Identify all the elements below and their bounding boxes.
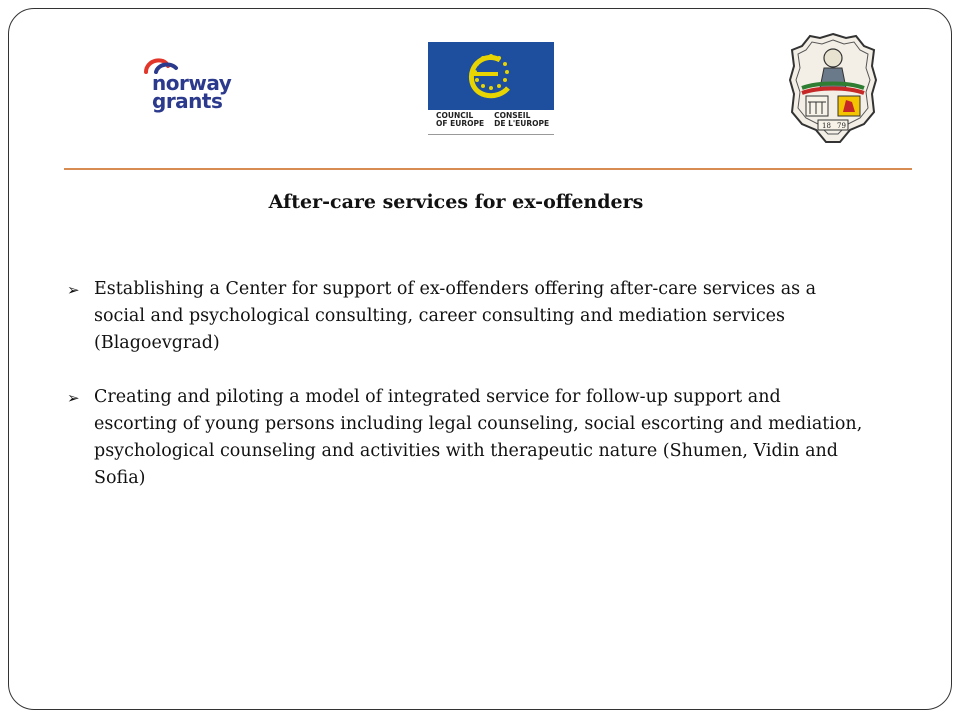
- coe-underline: [428, 134, 554, 135]
- norway-grants-logo: [140, 54, 240, 118]
- bullet-item: [64, 384, 864, 492]
- bullet-item: [64, 276, 864, 357]
- bullet-text: Creating and piloting a model of integrated service for follow-up support and escorting of young persons including legal counseling, social escorting and mediation, psychological counseling and activities with therapeutic nature (Shumen, Vidin and Sofia): [94, 387, 863, 488]
- header-divider: [64, 168, 912, 170]
- bullet-text: Establishing a Center for support of ex-offenders offering after-care services as a social and psychological consulting, career consulting and mediation services (Blagoevgrad): [94, 279, 817, 353]
- norway-grants-line2: grants: [152, 89, 223, 113]
- arrow-bullet-icon: ➢: [67, 389, 80, 407]
- coe-stars-icon: [428, 42, 554, 110]
- coe-flag: [428, 42, 554, 110]
- council-of-europe-logo: [428, 42, 554, 138]
- crest-year-right: 79: [837, 122, 846, 130]
- university-crest-icon: [788, 32, 878, 144]
- norway-grants-line1: norway: [152, 71, 232, 95]
- norway-grants-wordmark: [152, 71, 232, 113]
- bullet-list: [64, 276, 864, 519]
- slide-title: After-care services for ex-offenders: [268, 191, 644, 213]
- coe-caption-fr: CONSEIL DE L'EUROPE: [494, 111, 550, 128]
- coe-caption: [428, 112, 554, 128]
- crest-year-left: 18: [822, 122, 831, 130]
- coe-caption-en: COUNCIL OF EUROPE: [436, 111, 485, 128]
- arrow-bullet-icon: ➢: [67, 281, 80, 299]
